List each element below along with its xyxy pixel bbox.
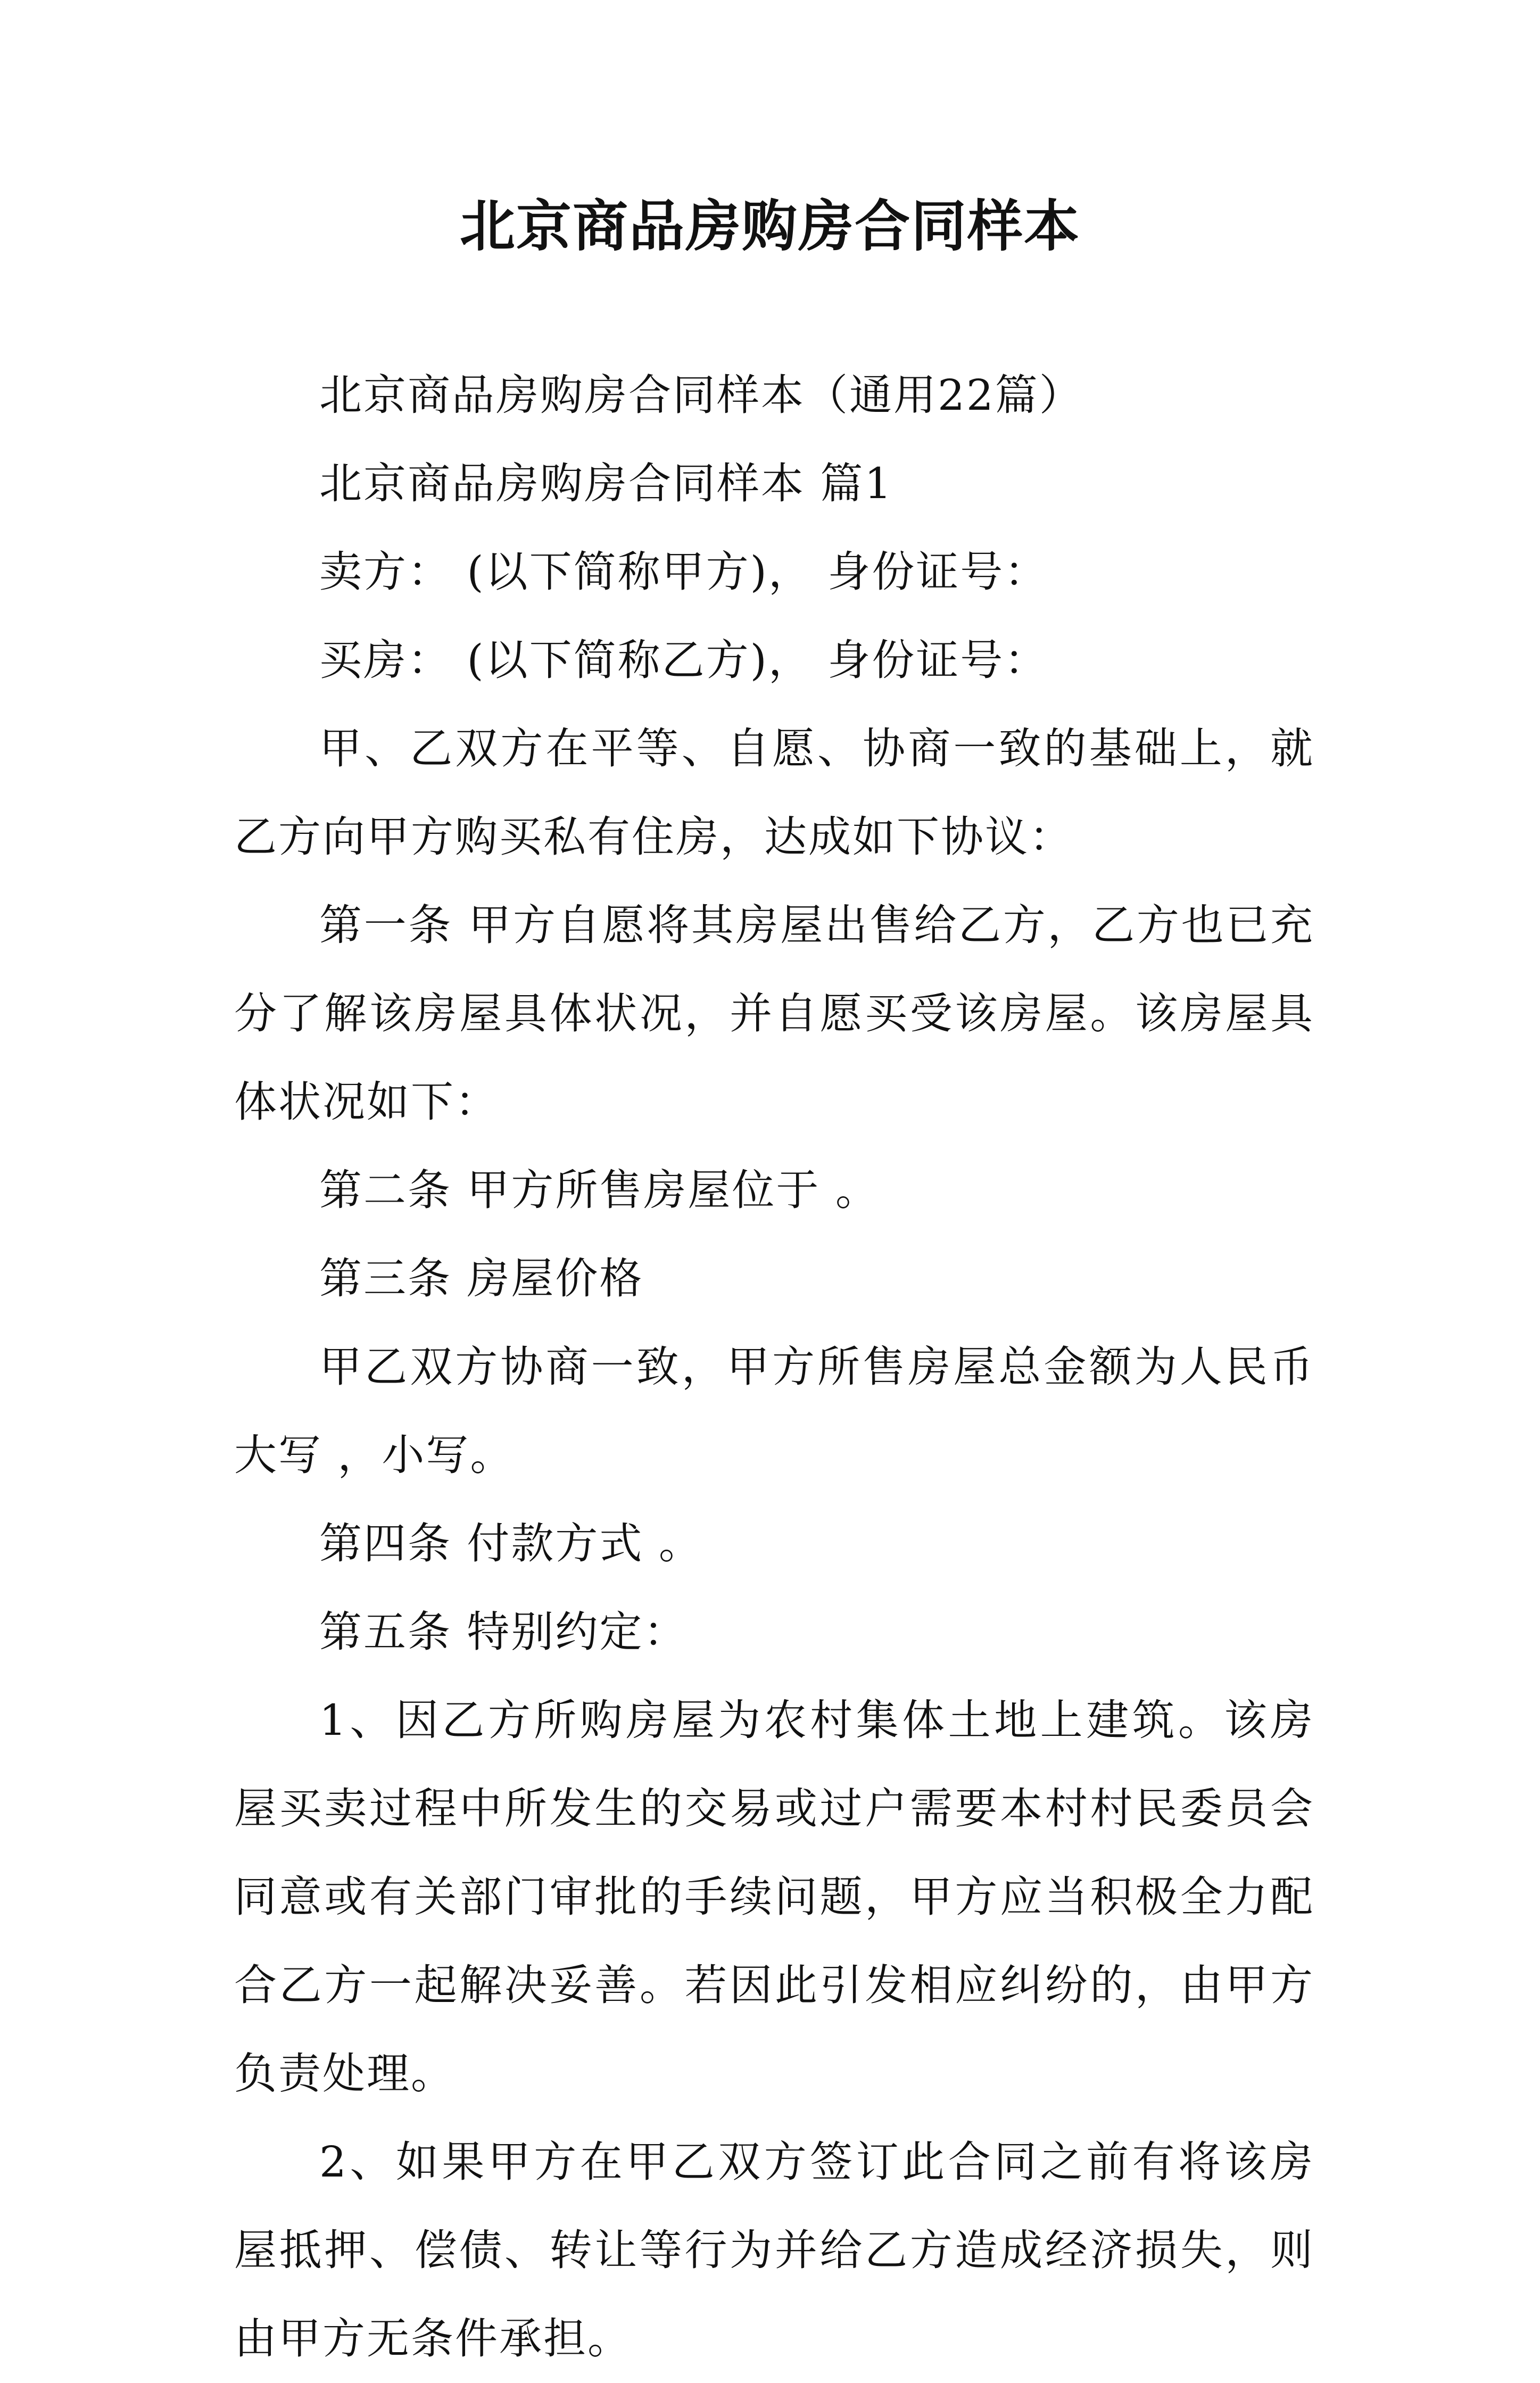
paragraph-seller: 卖方： (以下简称甲方)， 身份证号： — [319, 547, 1049, 597]
paragraph-article-4: 第四条 付款方式 。 — [319, 1519, 703, 1568]
paragraph-buyer: 买房： (以下简称乙方)， 身份证号： — [319, 635, 1049, 685]
paragraph-collection-heading: 北京商品房购房合同样本（通用22篇） — [319, 370, 1083, 420]
paragraph-article-1: 第一条 甲方自愿将其房屋出售给乙方，乙方也已充分了解该房屋具体状况，并自愿买受该房屋。该房屋具体状况如下： — [234, 900, 1314, 1127]
document-title: 北京商品房购房合同样本 — [459, 193, 1080, 259]
paragraph-article-3: 第三条 房屋价格 — [319, 1254, 644, 1303]
paragraph-clause-2: 2、如果甲方在甲乙双方签订此合同之前有将该房屋抵押、偿债、转让等行为并给乙方造成经济损失，则由甲方无条件承担。 — [234, 2137, 1314, 2363]
paragraph-preamble: 甲、乙双方在平等、自愿、协商一致的基础上，就乙方向甲方购买私有住房，达成如下协议： — [234, 724, 1314, 862]
paragraph-clause-1: 1、因乙方所购房屋为农村集体土地上建筑。该房屋买卖过程中所发生的交易或过户需要本村村民委员会同意或有关部门审批的手续问题，甲方应当积极全力配合乙方一起解决妥善。若因此引发相应纠纷的，由甲方负责处理。 — [234, 1695, 1314, 2098]
paragraph-article-2: 第二条 甲方所售房屋位于 。 — [319, 1165, 880, 1215]
paragraph-price: 甲乙双方协商一致，甲方所售房屋总金额为人民币大写 ，小写。 — [234, 1342, 1314, 1480]
document-body — [234, 351, 1314, 2383]
paragraph-section-heading: 北京商品房购房合同样本 篇1 — [319, 459, 893, 508]
paragraph-article-5: 第五条 特别约定： — [319, 1607, 688, 1657]
